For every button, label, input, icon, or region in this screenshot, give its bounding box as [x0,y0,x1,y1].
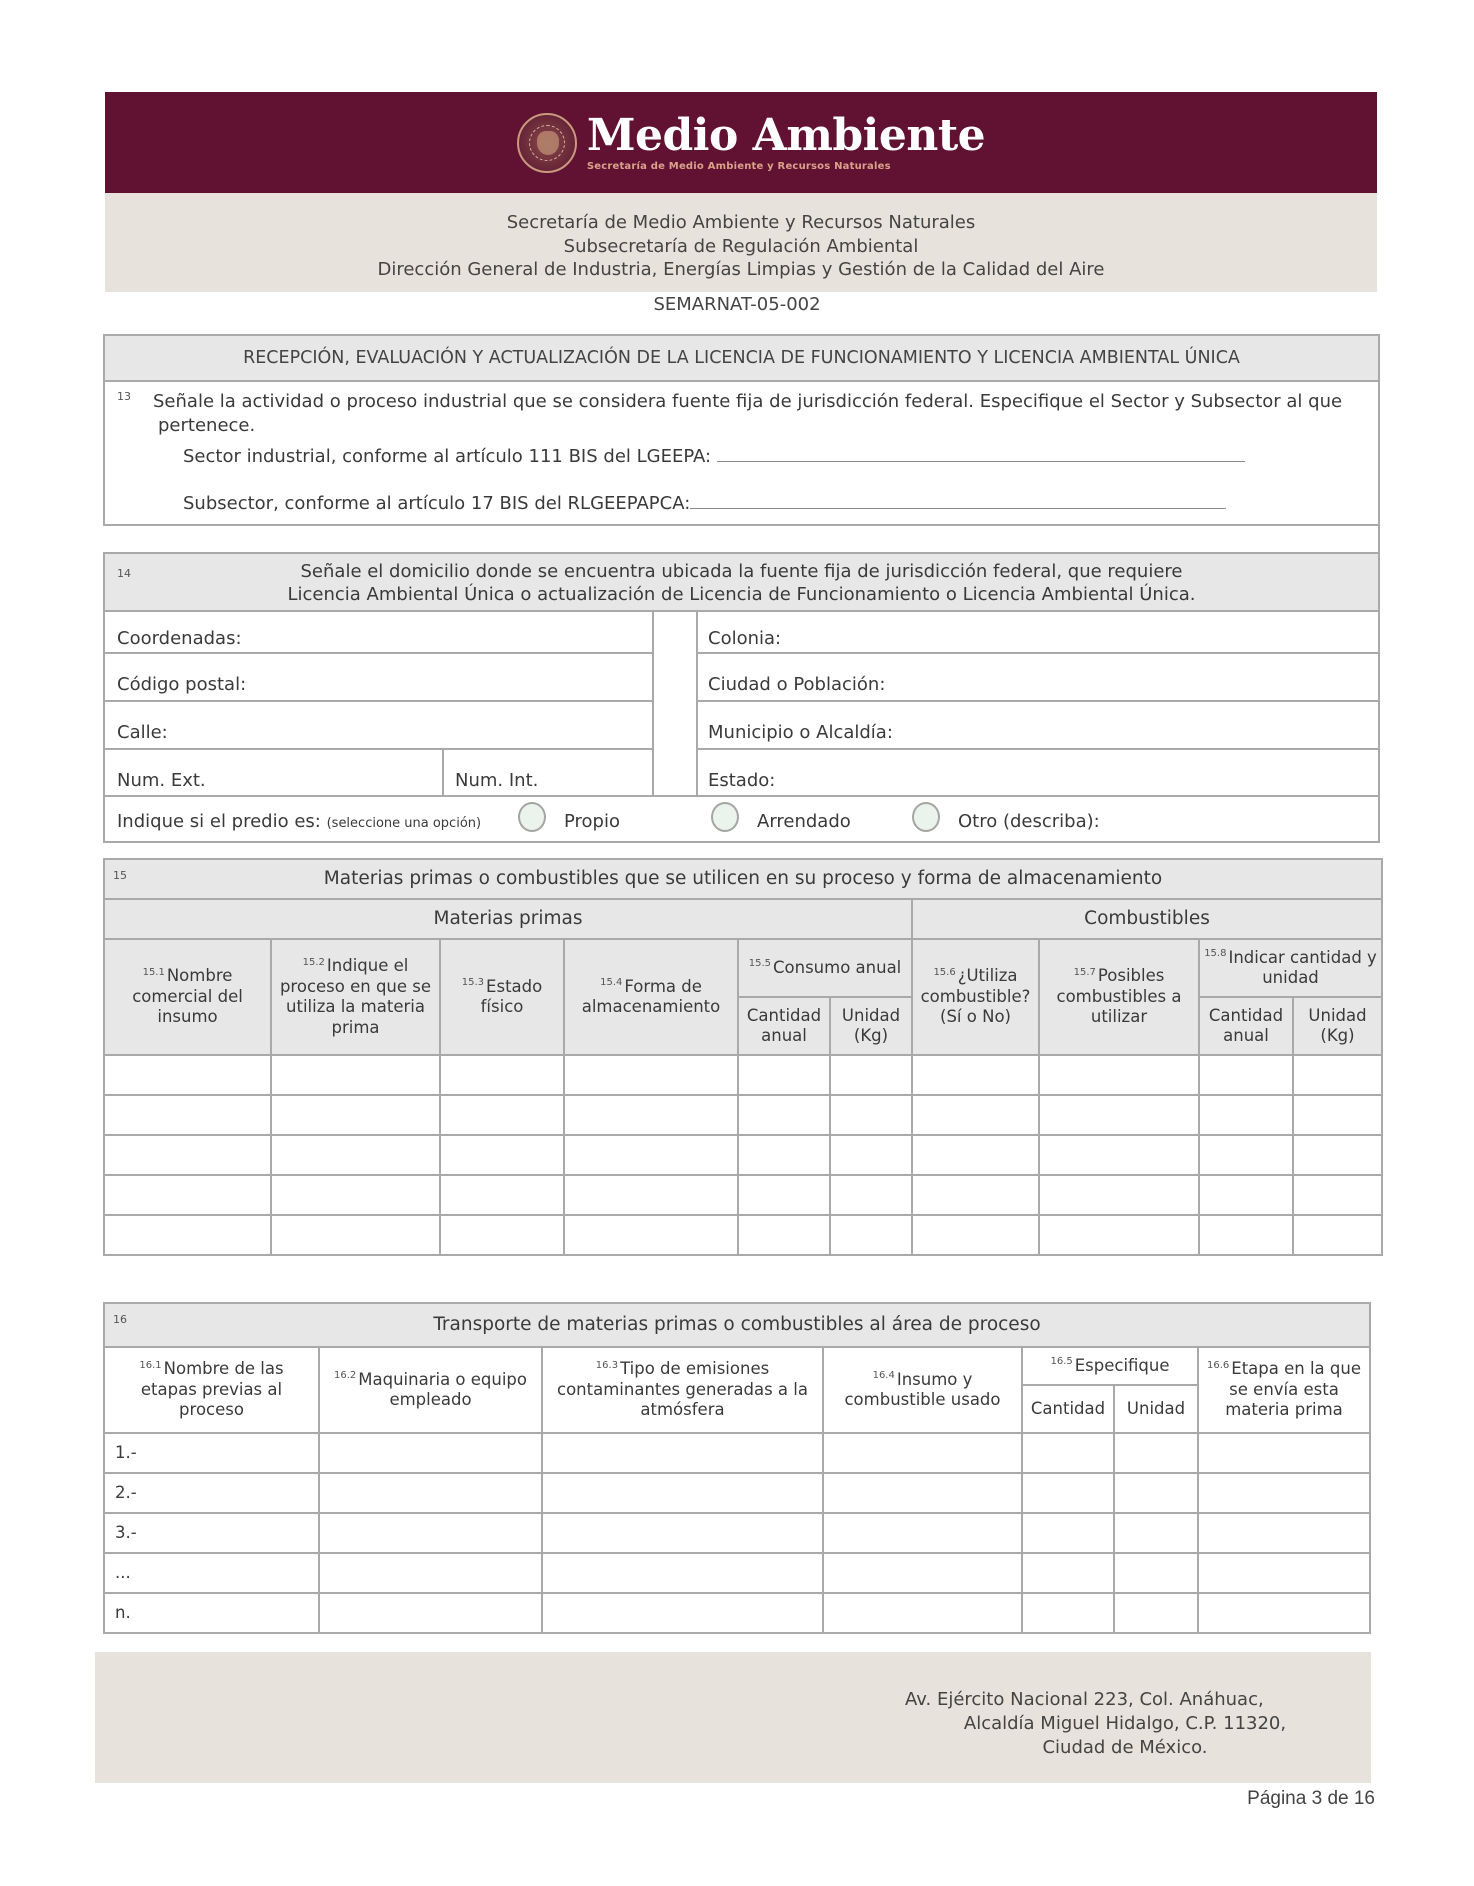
table-cell[interactable] [830,1175,912,1215]
option-propio: Propio [564,811,620,832]
table-cell[interactable] [738,1175,830,1215]
table-cell[interactable] [1022,1553,1114,1593]
table-cell[interactable] [1022,1433,1114,1473]
sector-input[interactable] [717,444,1245,462]
subcolumn-header: Cantidad anual [1199,997,1293,1055]
column-header: $^{16.5}$ Especifique [1022,1347,1198,1385]
table-cell[interactable] [1039,1055,1199,1095]
table-cell[interactable] [319,1553,542,1593]
table-cell[interactable] [1199,1175,1293,1215]
table-cell[interactable] [1199,1095,1293,1135]
table-cell[interactable] [564,1095,738,1135]
column-header: $^{15.6}$ ¿Utiliza combustible? (Sí o No) [912,939,1039,1055]
section-title [104,859,1382,899]
table-cell[interactable] [1022,1513,1114,1553]
table-cell[interactable] [912,1135,1039,1175]
table-cell[interactable] [1039,1135,1199,1175]
divider [105,748,652,750]
sector-label: Sector industrial, conforme al artículo 111 BIS del LGEEPA: [183,446,717,467]
transporte-table [103,1302,1371,1634]
table-cell[interactable] [830,1055,912,1095]
table-cell[interactable] [564,1135,738,1175]
section-title-text: Materias primas o combustibles que se utilicen en su proceso y forma de almacenamiento [323,867,1163,889]
agency-line: Dirección General de Industria, Energías Limpias y Gestión de la Calidad del Aire [377,259,1105,281]
section-number: 16 [113,1313,127,1326]
row-label[interactable]: ... [104,1553,319,1593]
footer [95,1652,1371,1783]
brand-header [105,92,1377,193]
table-cell[interactable] [1039,1215,1199,1255]
table-cell[interactable] [1293,1175,1382,1215]
table-cell[interactable] [271,1175,440,1215]
table-cell[interactable] [542,1593,823,1633]
sector-field [183,444,1245,467]
table-cell[interactable] [271,1215,440,1255]
table-cell[interactable] [1114,1593,1198,1633]
divider [105,700,652,702]
table-cell[interactable] [271,1135,440,1175]
column-header: $^{16.6}$ Etapa en la que se envía esta materia prima [1198,1347,1370,1433]
table-cell[interactable] [1198,1593,1370,1633]
table-cell[interactable] [1198,1433,1370,1473]
table-cell[interactable] [440,1175,564,1215]
table-cell[interactable] [564,1175,738,1215]
divider [696,612,698,795]
predio-hint: (seleccione una opción) [326,816,482,831]
table-cell[interactable] [319,1473,542,1513]
column-header: $^{15.7}$ Posibles combustibles a utilizar [1039,939,1199,1055]
table-cell[interactable] [1198,1473,1370,1513]
table-cell[interactable] [912,1215,1039,1255]
table-cell[interactable] [440,1055,564,1095]
agency-line: Subsecretaría de Regulación Ambiental [563,235,919,257]
row-label[interactable]: n. [104,1593,319,1633]
address-line: Alcaldía Miguel Hidalgo, C.P. 11320, [963,1713,1287,1734]
table-cell[interactable] [912,1055,1039,1095]
column-header: $^{15.4}$ Forma de almacenamiento [564,939,738,1055]
table-cell[interactable] [542,1553,823,1593]
section-title [104,1303,1370,1347]
agency-header [105,193,1377,292]
question-line: pertenece. [158,415,256,436]
divider [652,612,654,795]
calle-field[interactable]: Calle: [117,722,168,743]
table-cell[interactable] [1199,1215,1293,1255]
divider [105,795,1378,797]
title-line: Señale el domicilio donde se encuentra ubicada la fuente fija de jurisdicción federal, que requiere [300,561,1183,582]
brand-title: Medio Ambiente [586,110,986,161]
table-row [104,1433,1370,1473]
table-cell[interactable] [738,1135,830,1175]
table-cell[interactable] [1039,1175,1199,1215]
coordenadas-field[interactable]: Coordenadas: [117,628,242,649]
table-cell[interactable] [319,1433,542,1473]
row-label[interactable]: 2.- [104,1473,319,1513]
divider [1378,526,1380,552]
table-cell[interactable] [830,1135,912,1175]
table-cell[interactable] [912,1175,1039,1215]
table-cell[interactable] [1293,1215,1382,1255]
column-header: $^{15.5}$ Consumo anual [738,939,912,997]
radio-otro[interactable] [912,802,940,832]
table-cell[interactable] [1039,1095,1199,1135]
table-cell[interactable] [912,1095,1039,1135]
table-cell[interactable] [319,1513,542,1553]
table-cell[interactable] [823,1553,1022,1593]
table-cell[interactable] [104,1095,271,1135]
table-row [104,1055,1382,1095]
table-cell[interactable] [271,1055,440,1095]
table-cell[interactable] [823,1513,1022,1553]
question-line: Señale la actividad o proceso industrial que se considera fuente fija de jurisdicción federal. Especifique el Sector y Subsector al que [153,391,1343,412]
section-13 [103,334,1380,526]
radio-arrendado[interactable] [711,802,739,832]
table-cell[interactable] [542,1433,823,1473]
table-cell[interactable] [440,1135,564,1175]
estado-field[interactable]: Estado: [708,770,776,791]
table-cell[interactable] [1198,1513,1370,1553]
table-row [104,1175,1382,1215]
colonia-field[interactable]: Colonia: [708,628,782,649]
table-cell[interactable] [1199,1135,1293,1175]
option-otro: Otro (describa): [958,811,1100,832]
subcolumn-header: Cantidad [1022,1385,1114,1433]
table-cell[interactable] [1293,1095,1382,1135]
table-cell[interactable] [823,1473,1022,1513]
codigo-postal-field[interactable]: Código postal: [117,674,247,695]
subcolumn-header: Cantidad anual [738,997,830,1055]
table-row [104,1473,1370,1513]
column-header: $^{16.3}$ Tipo de emisiones contaminantes generadas a la atmósfera [542,1347,823,1433]
municipio-field[interactable]: Municipio o Alcaldía: [708,722,893,743]
table-cell[interactable] [738,1215,830,1255]
table-row [104,1215,1382,1255]
table-cell[interactable] [542,1513,823,1553]
table-cell[interactable] [738,1055,830,1095]
subsector-field [183,491,1226,514]
table-cell[interactable] [1198,1553,1370,1593]
option-arrendado: Arrendado [757,811,851,832]
subsector-input[interactable] [690,491,1226,509]
row-label[interactable]: 1.- [104,1433,319,1473]
table-cell[interactable] [104,1055,271,1095]
table-row [104,1095,1382,1135]
table-cell[interactable] [440,1215,564,1255]
table-cell[interactable] [823,1433,1022,1473]
table-cell[interactable] [1293,1055,1382,1095]
address-line: Av. Ejército Nacional 223, Col. Anáhuac, [905,1689,1264,1710]
column-header: $^{16.4}$ Insumo y combustible usado [823,1347,1022,1433]
table-row [104,1593,1370,1633]
table-cell[interactable] [738,1095,830,1135]
table-cell[interactable] [823,1593,1022,1633]
table-cell[interactable] [1114,1433,1198,1473]
table-cell[interactable] [1022,1593,1114,1633]
column-header: $^{15.3}$ Estado físico [440,939,564,1055]
section-14 [103,552,1380,843]
subcolumn-header: Unidad [1114,1385,1198,1433]
column-header: $^{15.2}$ Indique el proceso en que se utiliza la materia prima [271,939,440,1055]
table-cell[interactable] [440,1095,564,1135]
form-code: SEMARNAT-05-002 [653,294,821,315]
table-cell[interactable] [564,1055,738,1095]
footer-address [905,1688,1345,1760]
table-cell[interactable] [319,1593,542,1633]
table-cell[interactable] [104,1215,271,1255]
ciudad-field[interactable]: Ciudad o Población: [708,674,886,695]
group-combustibles: Combustibles [912,899,1382,939]
section-number: 13 [117,390,131,403]
section-question [153,390,1353,438]
column-header: $^{16.2}$ Maquinaria o equipo empleado [319,1347,542,1433]
divider [442,748,444,795]
national-seal-icon [517,113,577,173]
predio-label: Indique si el predio es: [117,811,321,832]
group-materias-primas: Materias primas [104,899,912,939]
column-header: $^{16.1}$ Nombre de las etapas previas al proceso [104,1347,319,1433]
materias-primas-table [103,858,1383,1256]
radio-propio[interactable] [518,802,546,832]
table-cell[interactable] [830,1095,912,1135]
column-header: $^{15.8}$ Indicar cantidad y unidad [1199,939,1382,997]
subsector-label: Subsector, conforme al artículo 17 BIS del RLGEEPAPCA: [183,493,691,514]
section-title-text: Transporte de materias primas o combustibles al área de proceso [433,1313,1041,1335]
num-ext-field[interactable]: Num. Ext. [117,770,206,791]
section-number: 14 [117,567,131,580]
table-row [104,1553,1370,1593]
title-line: Licencia Ambiental Única o actualización de Licencia de Funcionamiento o Licencia Ambiental Única. [287,584,1196,605]
table-cell[interactable] [104,1135,271,1175]
page-number: Página 3 de 16 [1247,1788,1375,1809]
table-cell[interactable] [1199,1055,1293,1095]
subcolumn-header: Unidad (Kg) [1293,997,1382,1055]
row-label[interactable]: 3.- [104,1513,319,1553]
table-row [104,1135,1382,1175]
subcolumn-header: Unidad (Kg) [830,997,912,1055]
divider [696,700,1378,702]
agency-line: Secretaría de Medio Ambiente y Recursos Naturales [506,212,976,234]
table-cell[interactable] [1114,1473,1198,1513]
divider [105,652,652,654]
table-cell[interactable] [1022,1473,1114,1513]
brand-subtitle: Secretaría de Medio Ambiente y Recursos Naturales [586,161,891,172]
table-cell[interactable] [104,1175,271,1215]
table-cell[interactable] [564,1215,738,1255]
table-cell[interactable] [830,1215,912,1255]
divider [696,652,1378,654]
table-cell[interactable] [1293,1135,1382,1175]
address-line: Ciudad de México. [1042,1737,1208,1758]
section-number: 15 [113,869,127,882]
num-int-field[interactable]: Num. Int. [455,770,539,791]
table-cell[interactable] [271,1095,440,1135]
table-cell[interactable] [542,1473,823,1513]
divider [696,748,1378,750]
section-title [105,554,1378,612]
predio-question [117,811,481,832]
table-cell[interactable] [1114,1513,1198,1553]
table-row [104,1513,1370,1553]
section-title: RECEPCIÓN, EVALUACIÓN Y ACTUALIZACIÓN DE LA LICENCIA DE FUNCIONAMIENTO Y LICENCIA AMBIENTAL ÚNICA [105,336,1378,382]
column-header: $^{15.1}$ Nombre comercial del insumo [104,939,271,1055]
table-cell[interactable] [1114,1553,1198,1593]
